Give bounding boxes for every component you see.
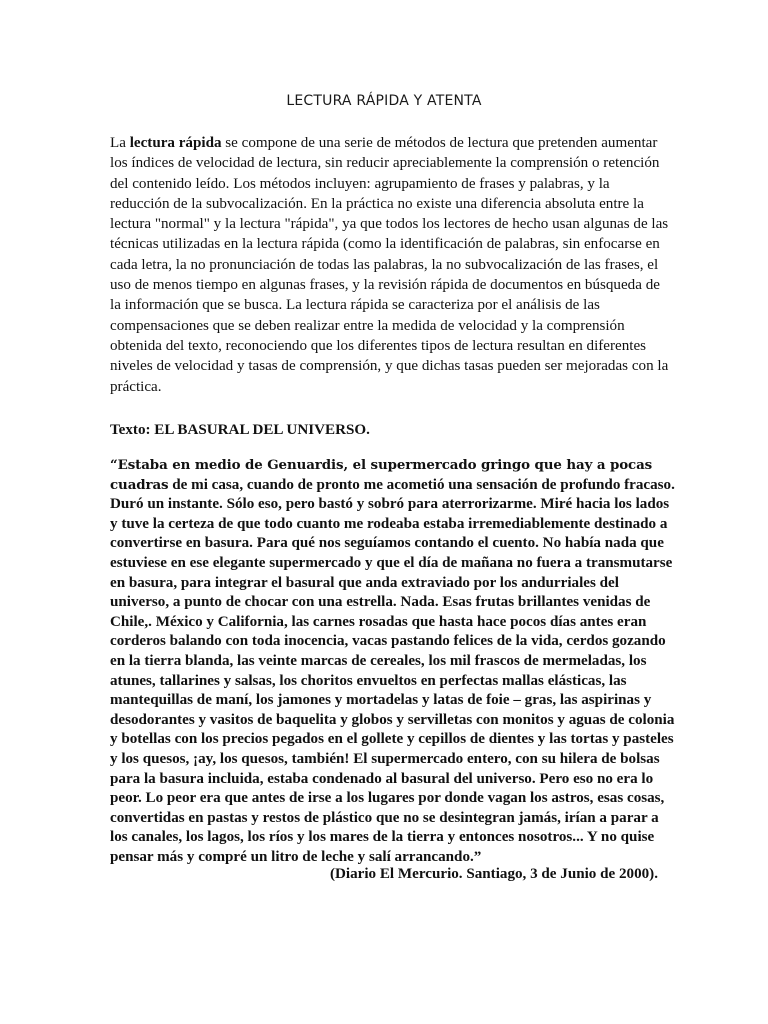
story-body: de mi casa, cuando de pronto me acometió una sensación de profundo fracaso. Duró un instante. Sólo eso, pero bastó y sobró para aterrorizarme. Miré hacia los lados y tuve la certeza de que todo cuanto me rodeaba estaba irremediablemente destinado a convertirse en basura. Para qué nos seguíamos contando el cuento. No había nada que estuviese en ese elegante supermercado y que el día de mañana no fuera a transmutarse en basura, para integrar el basural que anda extraviado por los andurriales del universo, a punto de chocar con una estrella. Nada. Esas frutas brillantes venidas de Chile,. México y California, las carnes rosadas que hasta hace pocos días antes eran corderos balando con toda inocencia, vacas pastando felices de la vida, cerdos gozando en la tierra blanda, las veinte marcas de cereales, los mil frascos de mermeladas, los atunes, tallarines y salsas, los choritos envueltos en perfectas mallas elásticas, las mantequillas de maní, los jamones y mortadelas y latas de foie – gras, las aspirinas y desodorantes y vasitos de baquelita y globos y servilletas con monitos y aguas de colonia y botellas con los precios pegados en el gollete y cepillos de dientes y las tortas y pasteles y los quesos, ¡ay, los quesos, también! El supermercado entero, con su hilera de bolsas para la basura incluida, estaba condenado al basural del universo. Pero eso no era lo peor. Lo peor era que antes de irse a los lugares por donde vagan los astros, esas cosas, convertidas en pastas y restos de plástico que no se desintegran jamás, irían a parar a los canales, los lagos, los ríos y los mares de la tierra y entonces nosotros... Y no quise pensar más y compré un litro de leche y salí arrancando.” (110, 476, 675, 865)
intro-body: se compone de una serie de métodos de lectura que pretenden aumentar los índices de velocidad de lectura, sin reducir apreciablemente la comprensión o retención del contenido leído. Los métodos incluyen: agrupamiento de frases y palabras, y la reducción de la subvocalización. En la práctica no existe una diferencia absoluta entre la lectura "normal" y la lectura "rápida", ya que todos los lectores de hecho usan algunas de las técnicas utilizadas en la lectura rápida (como la identificación de palabras, sin enfocarse en cada letra, la no pronunciación de todas las palabras, la no subvocalización de las frases, el uso de menos tiempo en algunas frases, y la revisión rápida de documentos en búsqueda de la información que se busca. La lectura rápida se caracteriza por el análisis de las compensaciones que se deben realizar entre la medida de velocidad y la comprensión obtenida del texto, reconociendo que los diferentes tipos de lectura resultan en diferentes niveles de velocidad y tasas de comprensión, y que dichas tasas pueden ser mejoradas con la práctica. (110, 135, 669, 395)
intro-prefix: La (110, 135, 130, 151)
intro-bold-term: lectura rápida (129, 135, 222, 151)
story-paragraph (110, 456, 680, 867)
document-title: LECTURA RÁPIDA Y ATENTA (286, 93, 482, 109)
story-first-line: “Estaba en medio de Genuardis, el supermercado gringo que hay a pocas cuadras (110, 457, 653, 493)
citation: (Diario El Mercurio. Santiago, 3 de Junio de 2000). (329, 866, 658, 882)
intro-paragraph (110, 133, 670, 397)
texto-heading: Texto: EL BASURAL DEL UNIVERSO. (110, 422, 370, 438)
